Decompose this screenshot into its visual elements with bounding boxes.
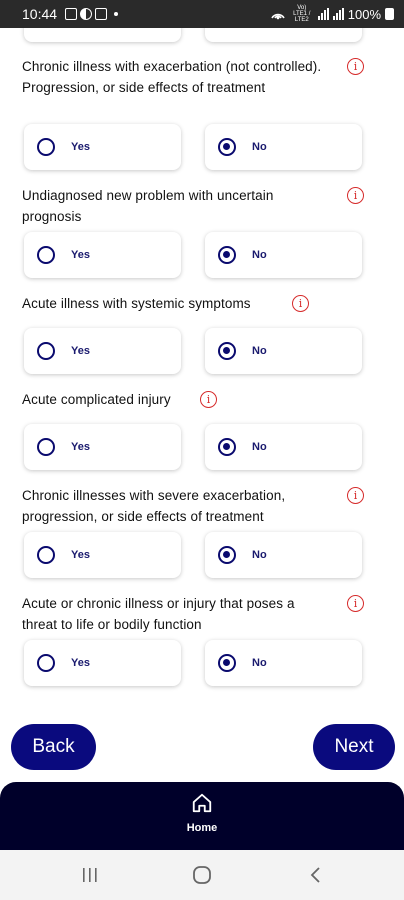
radio-no-selected[interactable] [218, 138, 236, 156]
option-yes[interactable]: Yes [24, 124, 181, 170]
info-icon[interactable]: i [347, 595, 364, 612]
recent-apps-icon[interactable] [80, 866, 100, 884]
system-navigation-bar [0, 850, 404, 900]
info-icon[interactable]: i [200, 391, 217, 408]
option-yes[interactable]: Yes [24, 232, 181, 278]
option-no[interactable]: No [205, 640, 362, 686]
home-circle-icon[interactable] [192, 865, 212, 885]
info-icon[interactable]: i [347, 187, 364, 204]
option-no[interactable]: No [205, 532, 362, 578]
hotspot-icon [270, 8, 286, 20]
radio-yes[interactable] [37, 138, 55, 156]
back-button[interactable]: Back [11, 724, 96, 770]
question-text: Acute illness with systemic symptoms [22, 296, 251, 311]
question-text: Chronic illness with exacerbation (not controlled). Progression, or side effects of treatment [22, 59, 322, 95]
info-icon[interactable]: i [292, 295, 309, 312]
radio-yes[interactable] [37, 342, 55, 360]
question-list[interactable] [0, 28, 404, 780]
option-no[interactable]: No [205, 124, 362, 170]
option-yes[interactable]: Yes [24, 328, 181, 374]
radio-no-selected[interactable] [218, 546, 236, 564]
home-icon [191, 792, 213, 814]
option-no[interactable]: No [205, 328, 362, 374]
option-no[interactable]: No [205, 232, 362, 278]
option-yes[interactable]: Yes [24, 532, 181, 578]
battery-icon [385, 8, 394, 20]
radio-yes[interactable] [37, 654, 55, 672]
radio-yes[interactable] [37, 546, 55, 564]
question-text: Acute or chronic illness or injury that poses a threat to life or bodily function [22, 596, 295, 632]
status-time: 10:44 [22, 6, 58, 22]
option-yes[interactable]: Yes [24, 424, 181, 470]
option-yes[interactable] [24, 28, 181, 42]
radio-yes[interactable] [37, 438, 55, 456]
radio-yes[interactable] [37, 246, 55, 264]
network-label: Vo) LTE1 / LTE2 [293, 5, 311, 23]
back-chevron-icon[interactable] [308, 865, 324, 885]
bottom-navigation [0, 782, 404, 850]
question-text: Undiagnosed new problem with uncertain prognosis [22, 188, 274, 224]
radio-no-selected[interactable] [218, 654, 236, 672]
gallery-icon [65, 8, 77, 20]
next-button[interactable]: Next [313, 724, 395, 770]
signal-icon [318, 8, 329, 20]
nav-home[interactable] [172, 792, 232, 834]
signal-icon [333, 8, 344, 20]
sync-icon [80, 8, 92, 20]
question-text: Acute complicated injury [22, 392, 171, 407]
option-no[interactable]: No [205, 424, 362, 470]
nav-home-label: Home [186, 822, 218, 834]
notification-dot-icon [114, 12, 118, 16]
info-icon[interactable]: i [347, 487, 364, 504]
notes-icon [95, 8, 107, 20]
option-no[interactable] [205, 28, 362, 42]
radio-no-selected[interactable] [218, 246, 236, 264]
radio-no-selected[interactable] [218, 438, 236, 456]
option-yes[interactable]: Yes [24, 640, 181, 686]
radio-no-selected[interactable] [218, 342, 236, 360]
info-icon[interactable]: i [347, 58, 364, 75]
question-text: Chronic illnesses with severe exacerbation, progression, or side effects of treatment [22, 488, 286, 524]
status-bar [0, 0, 404, 28]
battery-percent: 100% [347, 6, 381, 22]
